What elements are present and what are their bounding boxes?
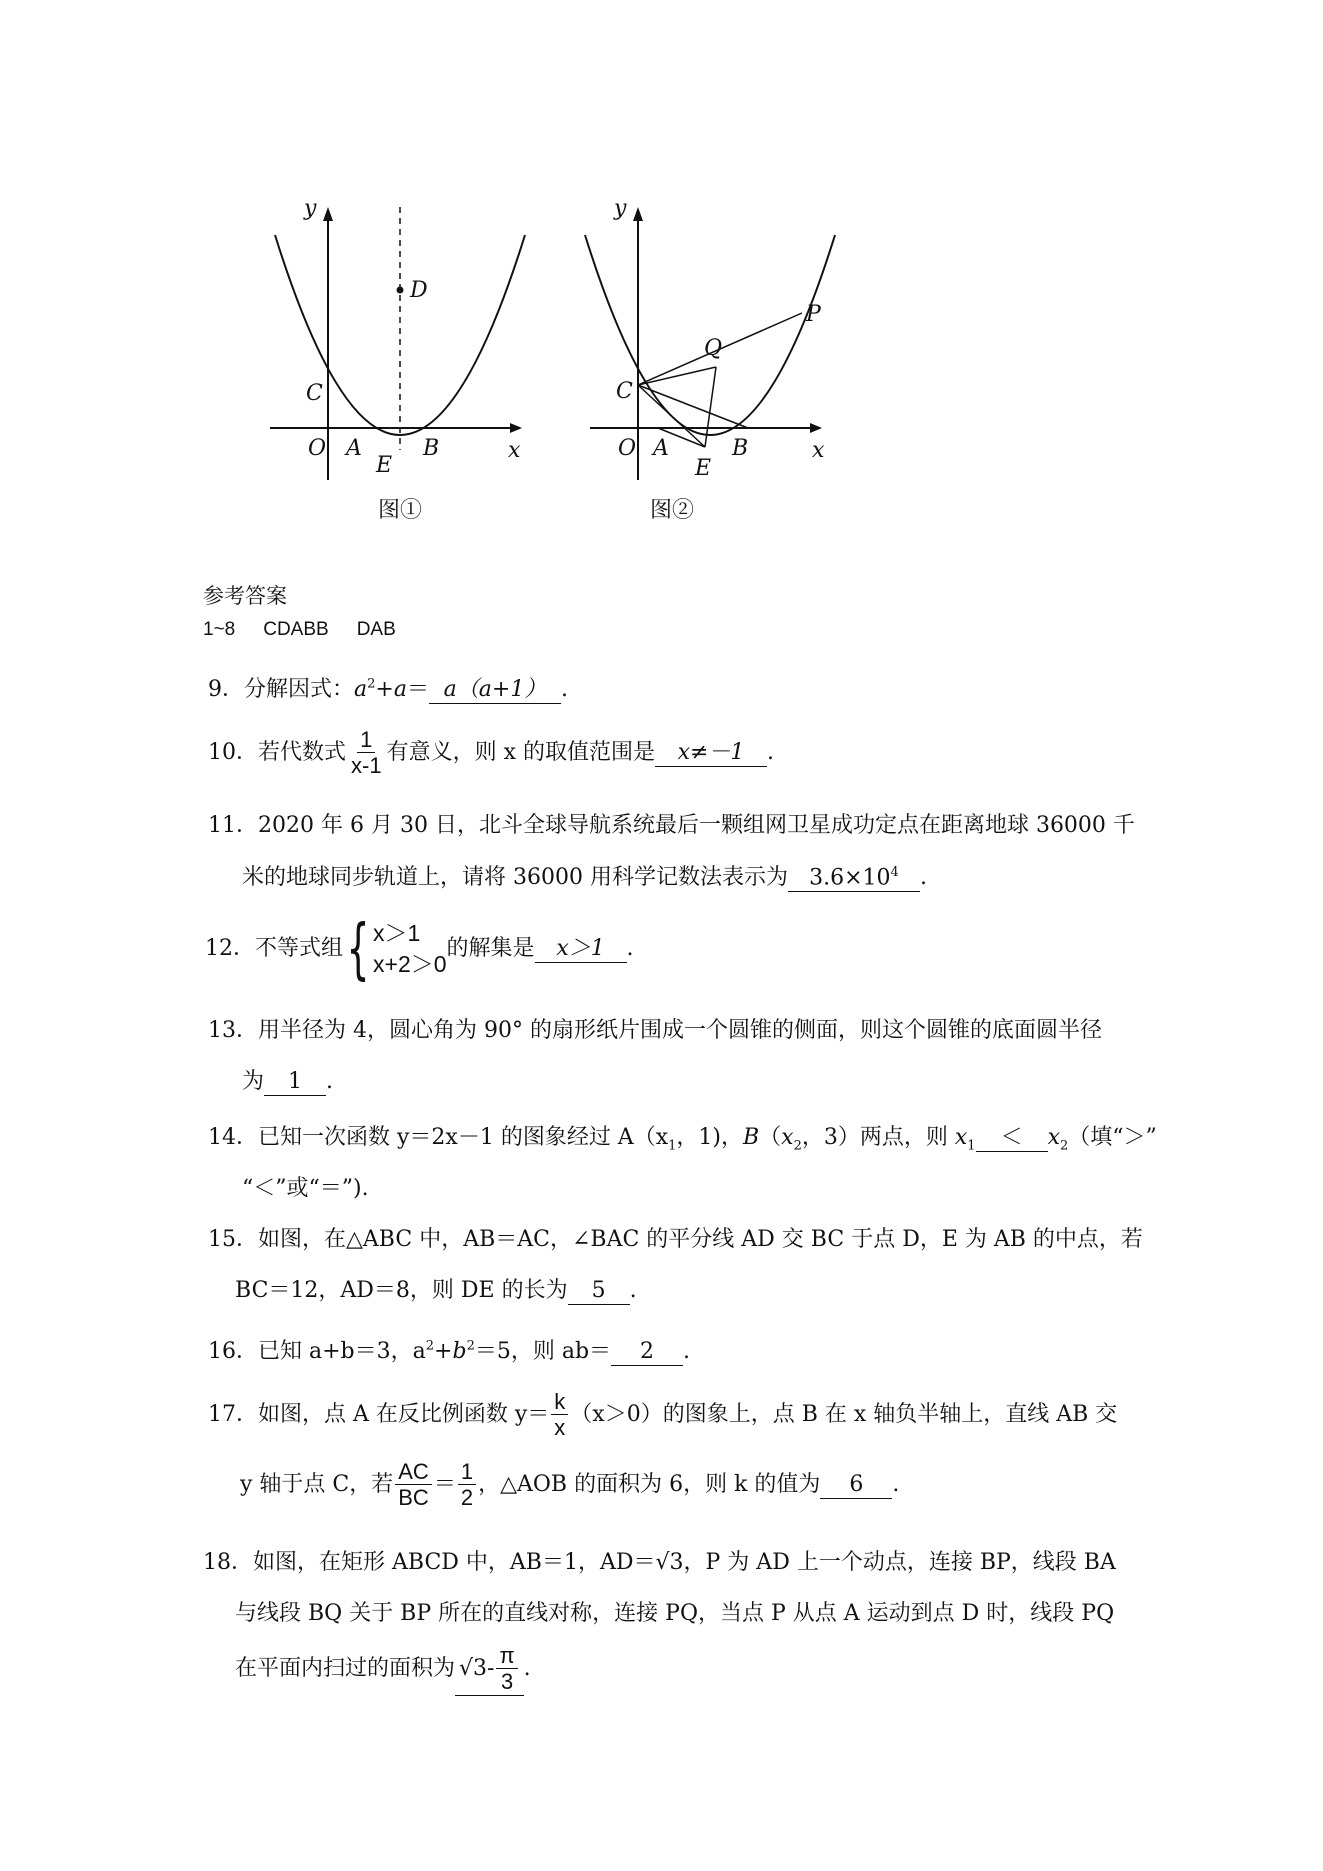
question-17-line-1: 17．如图，点 A 在反比例函数 y＝ $\frac{k}{x}$ （x＞0）的图象上，点 B 在 x 轴负半轴上，直线 AB 交 <box>208 1389 1118 1441</box>
mc-group-2: DAB <box>356 619 396 640</box>
point-c-label: C <box>306 381 323 406</box>
multiple-choice-answers <box>203 619 424 641</box>
point-a-label: A <box>346 436 362 461</box>
q13-answer: 1 <box>264 1069 326 1096</box>
point-b-label: B <box>732 436 749 461</box>
point-d <box>397 287 404 294</box>
q9-answer: a（a+1） <box>429 677 561 704</box>
question-18-line-1: 18．如图，在矩形 ABCD 中，AB＝1，AD＝√3，P 为 AD 上一个动点，连接 BP，线段 BA <box>203 1550 1116 1575</box>
q17-answer: 6 <box>820 1472 892 1499</box>
x-axis-label: x <box>508 438 521 463</box>
point-d-label: D <box>410 278 428 303</box>
y-axis-label: y <box>304 196 317 221</box>
point-e-label: E <box>695 456 712 481</box>
question-14-line-2: “＜”或“＝”). <box>242 1176 369 1201</box>
figure-2 <box>570 195 850 535</box>
q18-pi-fraction: $\frac{\pi}{3}$ <box>496 1643 517 1695</box>
question-14-line-1: 14．已知一次函数 y＝2x－1 的图象经过 $A(x_1$，1)，$B(x_2$，3）两点，则 $x_1 < x_2$（填“＞” <box>208 1125 1157 1154</box>
q12-answer: x＞1 <box>535 936 627 963</box>
origin-label: O <box>308 436 327 461</box>
left-brace-icon: { <box>346 910 370 987</box>
answer-key-heading: 参考答案 <box>203 584 287 608</box>
q17-half-fraction: $\frac{1}{2}$ <box>458 1459 476 1511</box>
question-15-line-1: 15．如图，在△ABC 中，AB＝AC，∠BAC 的平分线 AD 交 BC 于点 D，E 为 AB 的中点，若 <box>208 1227 1143 1252</box>
q10-fraction: $\frac{1}{x-1}$ <box>351 727 382 779</box>
q17-k-fraction: $\frac{k}{x}$ <box>551 1389 568 1441</box>
q18-answer: √3- $\frac{\pi}{3}$ <box>455 1643 524 1696</box>
q14-answer: ＜ <box>976 1125 1048 1152</box>
question-11-line-2: 米的地球同步轨道上，请将 36000 用科学记数法表示为 $3.6\times 10^4$ . <box>242 860 927 892</box>
point-p-label: P <box>806 302 821 327</box>
question-11-line-1: 11．2020 年 6 月 30 日，北斗全球导航系统最后一颗组网卫星成功定点在距离地球 36000 千 <box>208 813 1135 838</box>
x-axis-label: x <box>812 438 825 463</box>
origin-label: O <box>618 436 637 461</box>
question-13-line-1: 13．用半径为 4，圆心角为 90° 的扇形纸片围成一个圆锥的侧面，则这个圆锥的底面圆半径 <box>208 1018 1102 1043</box>
figure-2-caption: 图② <box>650 498 695 523</box>
y-axis-label: y <box>614 196 627 221</box>
question-15-line-2: BC＝12，AD＝8，则 DE 的长为 5 . <box>235 1273 637 1305</box>
point-a-label: A <box>653 436 669 461</box>
q17-ratio-fraction: $\frac{AC}{BC}$ <box>395 1459 432 1511</box>
question-18-line-3: 在平面内扫过的面积为 √3- $\frac{\pi}{3}$ . <box>235 1643 531 1695</box>
q10-answer: x≠－1 <box>655 740 767 767</box>
point-q-label: Q <box>704 336 723 361</box>
point-e-label: E <box>376 453 393 478</box>
q16-answer: 2 <box>611 1339 683 1366</box>
question-13-line-2: 为 1 . <box>242 1064 333 1096</box>
question-17-line-2: y 轴于点 C，若 $\frac{AC}{BC}$ ＝ $\frac{1}{2}$ ，△AOB 的面积为 6，则 k 的值为 6 . <box>240 1459 900 1511</box>
question-9: 9．分解因式：$a^2+a= a(a+1)$ . <box>208 672 568 704</box>
mc-group-1: CDABB <box>263 619 329 640</box>
mc-range: 1~8 <box>203 619 236 640</box>
q11-answer: $3.6\times 10^4$ <box>788 865 920 893</box>
point-c-label: C <box>616 379 633 404</box>
question-10: 10．若代数式 $\frac{1}{x-1}$ 有意义，则 x 的取值范围是 x≠－1 . <box>208 727 774 779</box>
question-16: 16．已知 a+b＝3，$a^2+b^2=5$，则 ab＝ 2 . <box>208 1334 690 1366</box>
figure-1-caption: 图① <box>378 498 423 523</box>
point-b-label: B <box>423 436 440 461</box>
inequality-system: x＞1 x+2＞0 <box>373 919 447 977</box>
question-12: 12．不等式组{ x＞1 x+2＞0 的解集是 x＞1 . <box>205 910 634 987</box>
figure-1 <box>260 195 540 535</box>
q15-answer: 5 <box>568 1278 630 1305</box>
question-18-line-2: 与线段 BQ 关于 BP 所在的直线对称，连接 PQ，当点 P 从点 A 运动到点 D 时，线段 PQ <box>235 1601 1115 1626</box>
